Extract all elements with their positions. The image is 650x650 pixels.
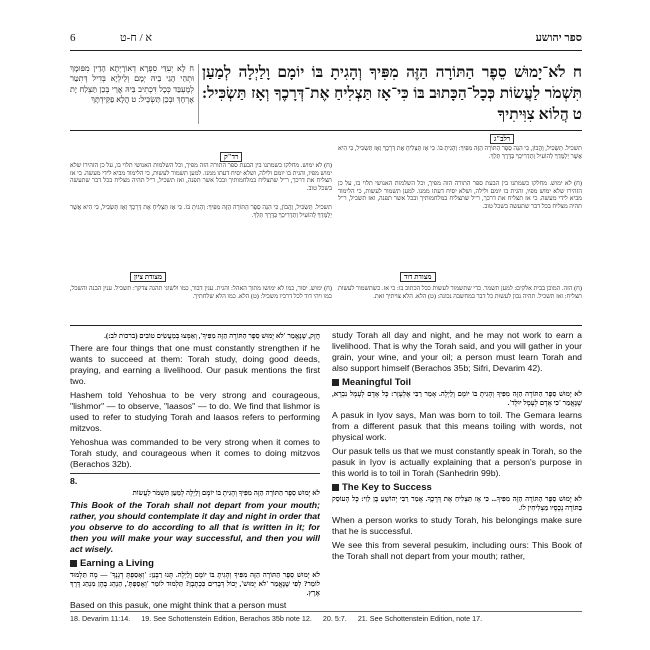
chapter-reference: א / ח-ט <box>120 32 152 44</box>
running-header <box>70 32 582 48</box>
header-rule <box>70 50 582 51</box>
section2-hebrew: לֹא יָמוּשׁ סֵפֶר הַתּוֹרָה הַזֶּה מִפִּיךָ וְהָגִיתָ בּוֹ יוֹמָם וָלַיְלָה. אָמַר רַבִּי אֶלְעָזָר: כָּל אָדָם לְעָמָל נִבְרָא, שֶׁנֶּאֱמַר 'כִּי אָדָם לְעָמָל יוּלָּד'. <box>332 390 582 407</box>
book-title: ספר יהושע <box>535 32 582 44</box>
ralbag-continued: (ח) לא ימוש. מחלקו כשמתנו בין הבעת ספר התורה הזה מפיך, וכל השלמות האנושי תלוי בו, על כן הזהירו שלא ימוש מפיו, והגית בו יומם ולילה, ושלא יסיח דעתו ממנו. למען תשמור לעשות, כי הלימוד מביא לידי מעשה. כי אז תצליח את דרכך, ר"ל שתצליח במלחמותיך ובכל אשר תפנה, ואז תשכיל, ר"ל תהיה מצליח בכל דבר שתעשה בשכל טוב. <box>338 180 582 210</box>
verse-8-block <box>70 473 320 555</box>
right-english-column <box>332 330 582 610</box>
verse-8-hebrew: לֹא יָמוּשׁ סֵפֶר הַתּוֹרָה הַזֶּה מִפִּיךָ וְהָגִיתָ בּוֹ יוֹמָם וָלַיְלָה לְמַעַן תִּשְׁמֹר לַעֲשׂוֹת <box>132 489 320 497</box>
verse-8-english: This Book of the Torah shall not depart from your mouth; rather, you should contemplate it day and night in order that you observe to do according to all that is written in it; for then you will make your way successful, and then you will act wisely. <box>70 500 320 554</box>
footnote-20: 20. 5:7. <box>322 614 347 623</box>
left-paragraph-1: There are four things that one must constantly strengthen if he wants to succeed at them: Torah study, doing good deeds, praying, and earning a livelihood. Our pasuk mentions the first two. <box>70 343 320 386</box>
footnote-rule <box>70 611 582 612</box>
commentary-rule <box>70 325 582 326</box>
left-paragraph-4: Based on this pasuk, one might think that a person must <box>70 600 287 610</box>
section1-hebrew: לֹא יָמוּשׁ סֵפֶר הַתּוֹרָה הַזֶּה מִפִּיךָ וְהָגִיתָ בּוֹ יוֹמָם וָלַיְלָה. תָּנוּ רַבָּנַן: 'וְאָסַפְתָּ דְגָנֶךָ' — מָה תַּלְמוּד לוֹמַר? לְפִי שֶׁנֶּאֱמַר 'לֹא יָמוּשׁ', יָכוֹל דְּבָרִים כִּכְתָבָן? תַּלְמוּד לוֹמַר 'וְאָסַפְתָּ', הַנְהֵג בָּהֶן מִנְהַג דֶּרֶךְ אֶרֶץ. <box>70 571 320 597</box>
section-meaningful-toil: Meaningful Toil <box>332 377 582 388</box>
footnote-19: 19. See Schottenstein Edition, Berachos 35b note 12. <box>141 614 312 623</box>
ralbag-text: תשכיל. תַּשְׂכִּיל, וַהֲבוֹן, כִּי הִנֵּה סֵפֶר הַתּוֹרָה הַזֶּה מִפִּיךָ: וְהָגִיתָ בּוֹ. כִּי אָז תַּצְלִיחַ אֶת דְּרָכֶךָ וְאָז תַּשְׂכִּיל, כִּי הִיא אֲשֶׁר יְלַמֶּדְךָ לְהוֹעִיל וְתַדְרִיכְךָ בַּדֶּרֶךְ תֵּלֵךְ. <box>338 145 582 160</box>
metzudas-david-label: מצודת דוד <box>400 272 436 282</box>
radak-label: רד"ק <box>220 152 242 162</box>
ralbag-label: רלב"ג <box>490 134 514 144</box>
verse-hebrew: ח לֹא־יָמוּשׁ סֵפֶר הַתּוֹרָה הַזֶּה מִפִּיךָ וְהָגִיתָ בּוֹ יוֹמָם וָלַיְלָה לְמַעַן תִּשְׁמֹר לַעֲשׂוֹת כְּכָל־הַכָּתוּב בּוֹ כִּי־אָז תַּצְלִיחַ אֶת־דְּרָכֶךָ וְאָז תַּשְׂכִּיל: ט הֲלוֹא צִוִּיתִיךָ <box>202 64 582 123</box>
left-hebrew-intro: חֲזָק, שֶׁנֶּאֱמַר 'לֹא יָמוּשׁ סֵפֶר הַתּוֹרָה הַזֶּה מִפִּיךָ', וְאַמְּצוּ בְּמַעֲשִׂים טוֹבִים (ברכות לב:). <box>104 332 320 340</box>
left-paragraph-2: Hashem told Yehoshua to be very strong and courageous, "lishmor" — to observe, "laasos" — to do. We find that lishmor is used to refer to studying Torah and laasos refers to performing mitzvos. <box>70 390 320 433</box>
left-paragraph-3: Yehoshua was commanded to be very strong when it comes to Torah study, and courageous when it comes to doing mitzvos (Berachos 32b). <box>70 437 320 469</box>
verse-number: 8. <box>70 476 78 486</box>
section3-hebrew: לֹא יָמוּשׁ סֵפֶר הַתּוֹרָה הַזֶּה מִפִּיךָ... כִּי אָז תַּצְלִיחַ אֶת דְּרָכֶךָ. אָמַר רַבִּי יְהוֹשֻׁעַ בֶּן לֵוִי: כָּל הָעוֹסֵק בַּתּוֹרָה נְכָסָיו מַצְלִיחִין לוֹ. <box>332 495 582 512</box>
page-number: 6 <box>70 32 76 44</box>
metzudas-tzion-text: (ח) ימוש. יסור, כמו לא ימושו מתוך האהל: והגית. ענין דבור, כמו ולשוני תהגה צדקך: תשכיל. ענין הבנה והשכל, כמו ויהי דוד לכל דרכיו משכיל: (ט) הלא. כמו הלא שלחתיך. <box>70 285 332 300</box>
metzudas-tzion-label: מצודת ציון <box>130 272 166 282</box>
right-paragraph-5: We see this from several pesukim, including ours: This Book of the Torah shall not depart from your mouth; rather, <box>332 540 582 561</box>
targum-text: ח לָא יְעִדֵּי סִפְרָא דְאוֹרָיְתָא הָדֵין מִפּוּמָךְ וּתְהֵי הָגֵי בֵיהּ יְמָם וְלֵילְיָא בְּדִיל דְּתִטַּר לְמֶעְבַּד כְּכָל דִּכְתִיב בֵּיהּ אֲרֵי בְּכֵן תַּצְלַח יָת אָרְחָךְ וּבְכֵן תַּשְׂכֵּיל: ט הֲלָא פַקֵּידְתָּךְ <box>70 64 199 124</box>
radak-text: (ח) לא ימוש. מחלקו כשמתנו בין הבעת ספר התורה הזה מפיך, וכל השלמות האנושי תלוי בו, על כן הזהירו שלא ימוש מפיו, והגית בו יומם ולילה, ושלא יסיח דעתו ממנו. למען תשמור לעשות, כי הלימוד מביא לידי מעשה. כי אז תצליח את דרכך, ר"ל שתצליח במלחמותיך ובכל אשר תפנה, ואז תשכיל, ר"ל תהיה מצליח בכל דבר שתעשה בשכל טוב. <box>70 162 332 192</box>
left-english-column <box>70 330 320 610</box>
right-paragraph-4: When a person works to study Torah, his belongings make sure that he is successful. <box>332 515 582 536</box>
footnote-21: 21. See Schottenstein Edition, note 17. <box>357 614 483 623</box>
section-earning-a-living: Earning a Living <box>70 558 320 569</box>
right-paragraph-1: study Torah all day and night, and he may not work to earn a livelihood. That is why the Torah said, and you will gather in your grain, your wine, and your oil; a person must learn Torah and also support himself (Berachos 35b; Sifri, Devarim 42). <box>332 330 582 373</box>
radak-continued: תשכיל. תַּשְׂכִּיל, וַהֲבוֹן, כִּי הִנֵּה סֵפֶר הַתּוֹרָה הַזֶּה מִפִּיךָ: וְהָגִיתָ בּוֹ. כִּי אָז תַּצְלִיחַ אֶת דְּרָכֶךָ וְאָז תַּשְׂכִּיל, כִּי הִיא אֲשֶׁר יְלַמֶּדְךָ לְהוֹעִיל וְתַדְרִיכְךָ בַּדֶּרֶךְ תֵּלֵךְ. <box>70 204 332 219</box>
footnote-18: 18. Devarim 11:14. <box>70 614 131 623</box>
section-bullet-icon <box>70 560 77 567</box>
right-paragraph-2: A pasuk in Iyov says, Man was born to toil. The Gemara learns from a different pasuk that this means toiling with words, not physical work. <box>332 410 582 442</box>
section-bullet-icon <box>332 379 339 386</box>
metzudas-david-text: (ח) הזה. המוכן בבית אלקים: למען תשמר. כדי שתשמור לעשות ככל הכתוב בו: כי אז. כשתשמור לעשות תצליח: ואז תשכיל. תהיה נבון לעשות כל דבר במחשבה נכונה: (ט) הלא. הלא צויתיך זאת. <box>338 285 582 300</box>
page <box>70 28 582 628</box>
right-paragraph-3: Our pasuk tells us that we must constantly speak in Torah, so the pasuk in Iyov is actually explaining that a person's purpose in this world is to toil in Torah (Sanhedrin 99b). <box>332 446 582 478</box>
section-key-to-success: The Key to Success <box>332 482 582 493</box>
section-bullet-icon <box>332 484 339 491</box>
verse-rule <box>70 130 582 131</box>
footnotes <box>70 614 582 623</box>
